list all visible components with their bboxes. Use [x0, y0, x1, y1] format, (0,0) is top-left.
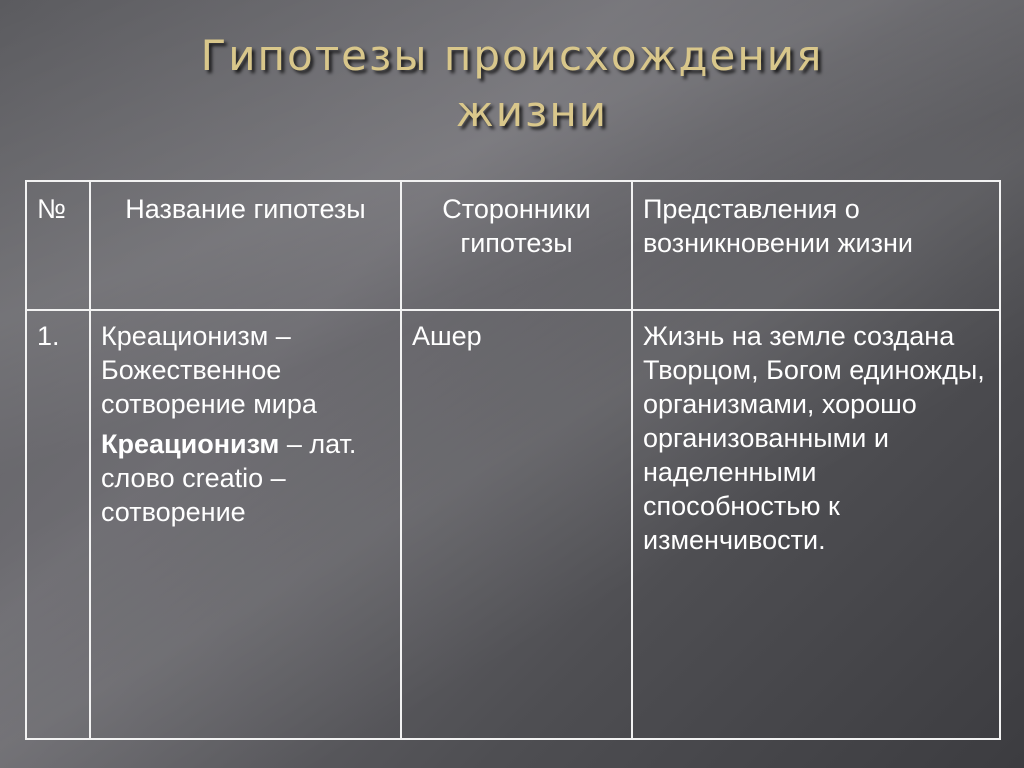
slide-title-line-2: жизни: [455, 87, 609, 136]
table-row: [26, 310, 1000, 739]
etymology-text: – лат. слово creatio – сотворение: [101, 429, 357, 527]
hypothesis-etymology: [101, 427, 390, 529]
etymology-term: Креационизм: [101, 429, 280, 459]
row-number: 1.: [26, 310, 90, 739]
hypothesis-description: Креационизм – Божественное сотворение мира: [101, 321, 317, 419]
slide-title: [0, 28, 1024, 140]
header-ideas: Представления о возникновении жизни: [632, 181, 1000, 310]
row-hypothesis-name: [90, 310, 401, 739]
row-ideas: Жизнь на земле создана Творцом, Богом единожды, организмами, хорошо организованными и наделенными способностью к изменчивости.: [632, 310, 1000, 739]
table-header-row: [26, 181, 1000, 310]
hypotheses-table: [25, 180, 1001, 740]
header-supporters: Сторонники гипотезы: [401, 181, 632, 310]
header-number: №: [26, 181, 90, 310]
slide-title-line-1: Гипотезы происхождения: [200, 31, 824, 80]
header-hypothesis-name: Название гипотезы: [90, 181, 401, 310]
row-supporters: Ашер: [401, 310, 632, 739]
